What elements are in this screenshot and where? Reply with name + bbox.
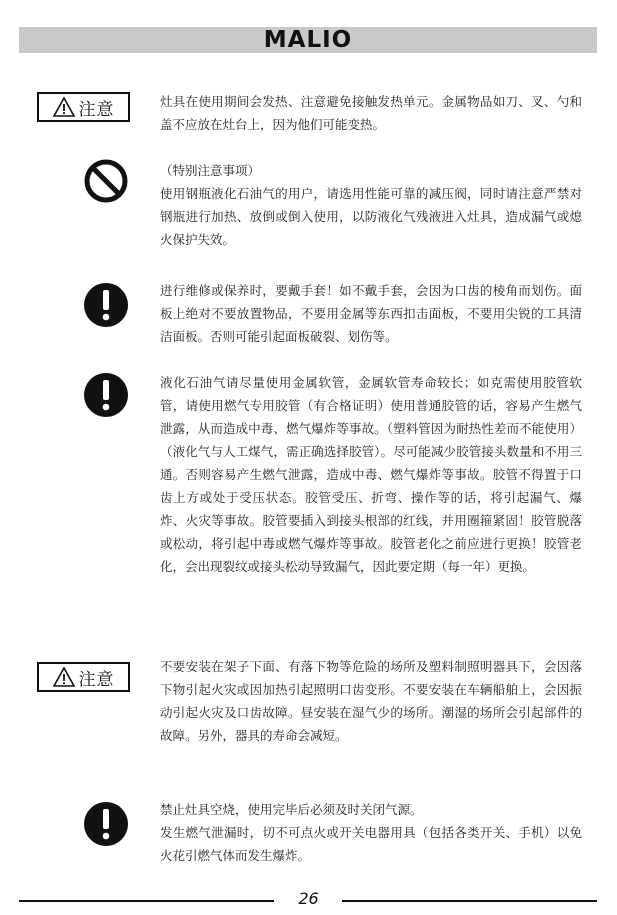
caution-label: 注意 <box>78 99 115 120</box>
installation-paragraph <box>160 655 582 747</box>
paragraph-text: 灶具在使用期间会发热、注意避免接触发热单元。金属物品如刀、叉、勺和盖不应放在灶台上，因为他们可能变热。 <box>160 94 582 132</box>
dry-burn-paragraph <box>160 798 582 867</box>
header-bar <box>19 27 597 53</box>
caution-badge <box>37 662 130 692</box>
paragraph-text: 使用钢瓶液化石油气的用户，请选用性能可靠的减压阀，同时请注意严禁对钢瓶进行加热、放倒或倒入使用，以防液化气残液进入灶具，造成漏气或熄火保护失效。 <box>160 186 582 247</box>
caution-paragraph <box>160 90 582 136</box>
paragraph-heading: （特别注意事项） <box>160 163 261 178</box>
gas-hose-paragraph <box>160 371 582 578</box>
exclamation-icon <box>83 282 129 328</box>
paragraph-text: 不要安装在架子下面、有落下物等危险的场所及塑料制照明器具下，会因落下物引起火灾或因加热引起照明口齿变形。不要安装在车辆船舶上，会因振动引起火灾及口齿故障。昼安装在湿气少的场所。潮湿的场所会引起部件的故障。另外，器具的寿命会减短。 <box>160 659 582 743</box>
warning-triangle-icon <box>53 667 75 687</box>
page-number: 26 <box>298 889 319 908</box>
paragraph-text: 进行维修或保养时，要戴手套！如不戴手套，会因为口齿的棱角而划伤。面板上绝对不要放置物品，不要用金属等东西扣击面板，不要用尖锐的工具清洁面板。否则可能引起面板破裂、划伤等。 <box>160 283 582 344</box>
caution-label: 注意 <box>78 669 115 690</box>
paragraph-text: 发生燃气泄漏时，切不可点火或开关电器用具（包括各类开关、手机）以免火花引燃气体而发生爆炸。 <box>160 825 582 863</box>
paragraph-text: 液化石油气请尽量使用金属软管，金属软管寿命较长；如克需使用胶管软管，请使用燃气专用胶管（有合格证明）使用普通胶管的话，容易产生燃气泄露，从而造成中毒、燃气爆炸等事故。（塑料管因为耐热性差而不能使用）（液化气与人工煤气，需正确选择胶管）。尽可能减少胶管接头数量和不用三通。否则容易产生燃气泄露，造成中毒、燃气爆炸等事故。胶管不得置于口齿上方或处于受压状态。胶管受压、折弯、操作等的话，将引起漏气、爆炸、火灾等事故。胶管要插入到接头根部的红线，并用圈箍紧固！胶管脱落或松动，将引起中毒或燃气爆炸等事故。胶管老化之前应进行更换！胶管老化，会出现裂纹或接头松动导致漏气，因此要定期（每一年）更换。 <box>160 375 582 574</box>
exclamation-icon <box>83 801 129 847</box>
exclamation-icon <box>83 372 129 418</box>
brand-logo: MALIO <box>263 27 353 53</box>
caution-badge <box>37 92 130 122</box>
special-notice-paragraph <box>160 159 582 251</box>
warning-triangle-icon <box>53 97 75 117</box>
footer-rule-right <box>342 900 597 902</box>
prohibited-icon <box>83 158 129 204</box>
maintenance-paragraph <box>160 279 582 348</box>
paragraph-text: 禁止灶具空烧，使用完毕后必须及时关闭气源。 <box>160 802 423 817</box>
